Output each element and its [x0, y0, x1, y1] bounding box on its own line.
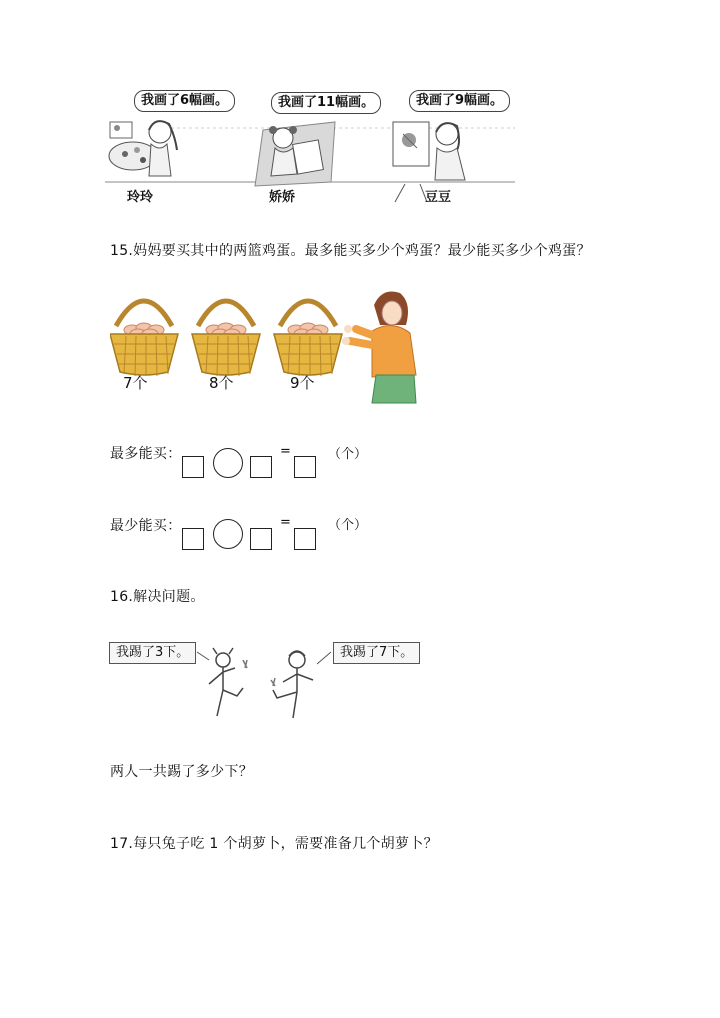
q15-question: 15.妈妈要买其中的两篮鸡蛋。最多能买多少个鸡蛋？最少能买多少个鸡蛋？ [110, 243, 591, 259]
basket-3-count: 9个 [290, 374, 315, 392]
speech-bubble-lingling: 我画了6幅画。 [134, 90, 235, 112]
speech-bubble-jiaojiao: 我画了11幅画。 [271, 92, 381, 114]
name-doudou: 豆豆 [425, 190, 452, 205]
min-answer-box-2[interactable] [250, 528, 272, 550]
max-unit: （个） [328, 447, 368, 462]
girl-drawing-figure [255, 122, 335, 186]
max-answer-box-1[interactable] [182, 456, 204, 478]
min-unit: （个） [328, 518, 368, 533]
max-operator-circle[interactable] [213, 448, 243, 478]
min-answer-box-3[interactable] [294, 528, 316, 550]
min-equals-sign: = [280, 515, 291, 530]
q16-question: 两人一共踢了多少下？ [110, 764, 253, 780]
boy-kicking-figure [271, 651, 313, 718]
basket-2 [192, 301, 260, 376]
min-label: 最少能买： [110, 518, 182, 534]
q17-question: 17.每只兔子吃 1 个胡萝卜，需要准备几个胡萝卜？ [110, 836, 438, 852]
speech-bubble-doudou: 我画了9幅画。 [409, 90, 510, 112]
basket-2-count: 8个 [209, 374, 234, 392]
max-equals-sign: = [280, 444, 291, 459]
mother-figure [342, 292, 416, 404]
girl-with-palette-figure [109, 121, 177, 176]
name-lingling: 玲玲 [127, 190, 154, 205]
kids-kicking-figures [105, 638, 425, 728]
name-jiaojiao: 娇娇 [269, 190, 296, 205]
basket-1 [110, 301, 178, 376]
max-answer-box-2[interactable] [250, 456, 272, 478]
max-label: 最多能买： [110, 446, 182, 462]
girl-kicking-figure [209, 648, 247, 716]
shuttlecock-illustration [105, 638, 425, 728]
boy-speech-bubble: 我踢了7下。 [333, 642, 420, 664]
max-answer-box-3[interactable] [294, 456, 316, 478]
basket-3 [274, 301, 342, 376]
girl-speech-bubble: 我踢了3下。 [109, 642, 196, 664]
egg-baskets-illustration [110, 285, 430, 405]
min-operator-circle[interactable] [213, 519, 243, 549]
min-answer-box-1[interactable] [182, 528, 204, 550]
q16-title: 16.解决问题。 [110, 589, 205, 605]
basket-1-count: 7个 [123, 374, 148, 392]
painting-scene [105, 84, 515, 205]
